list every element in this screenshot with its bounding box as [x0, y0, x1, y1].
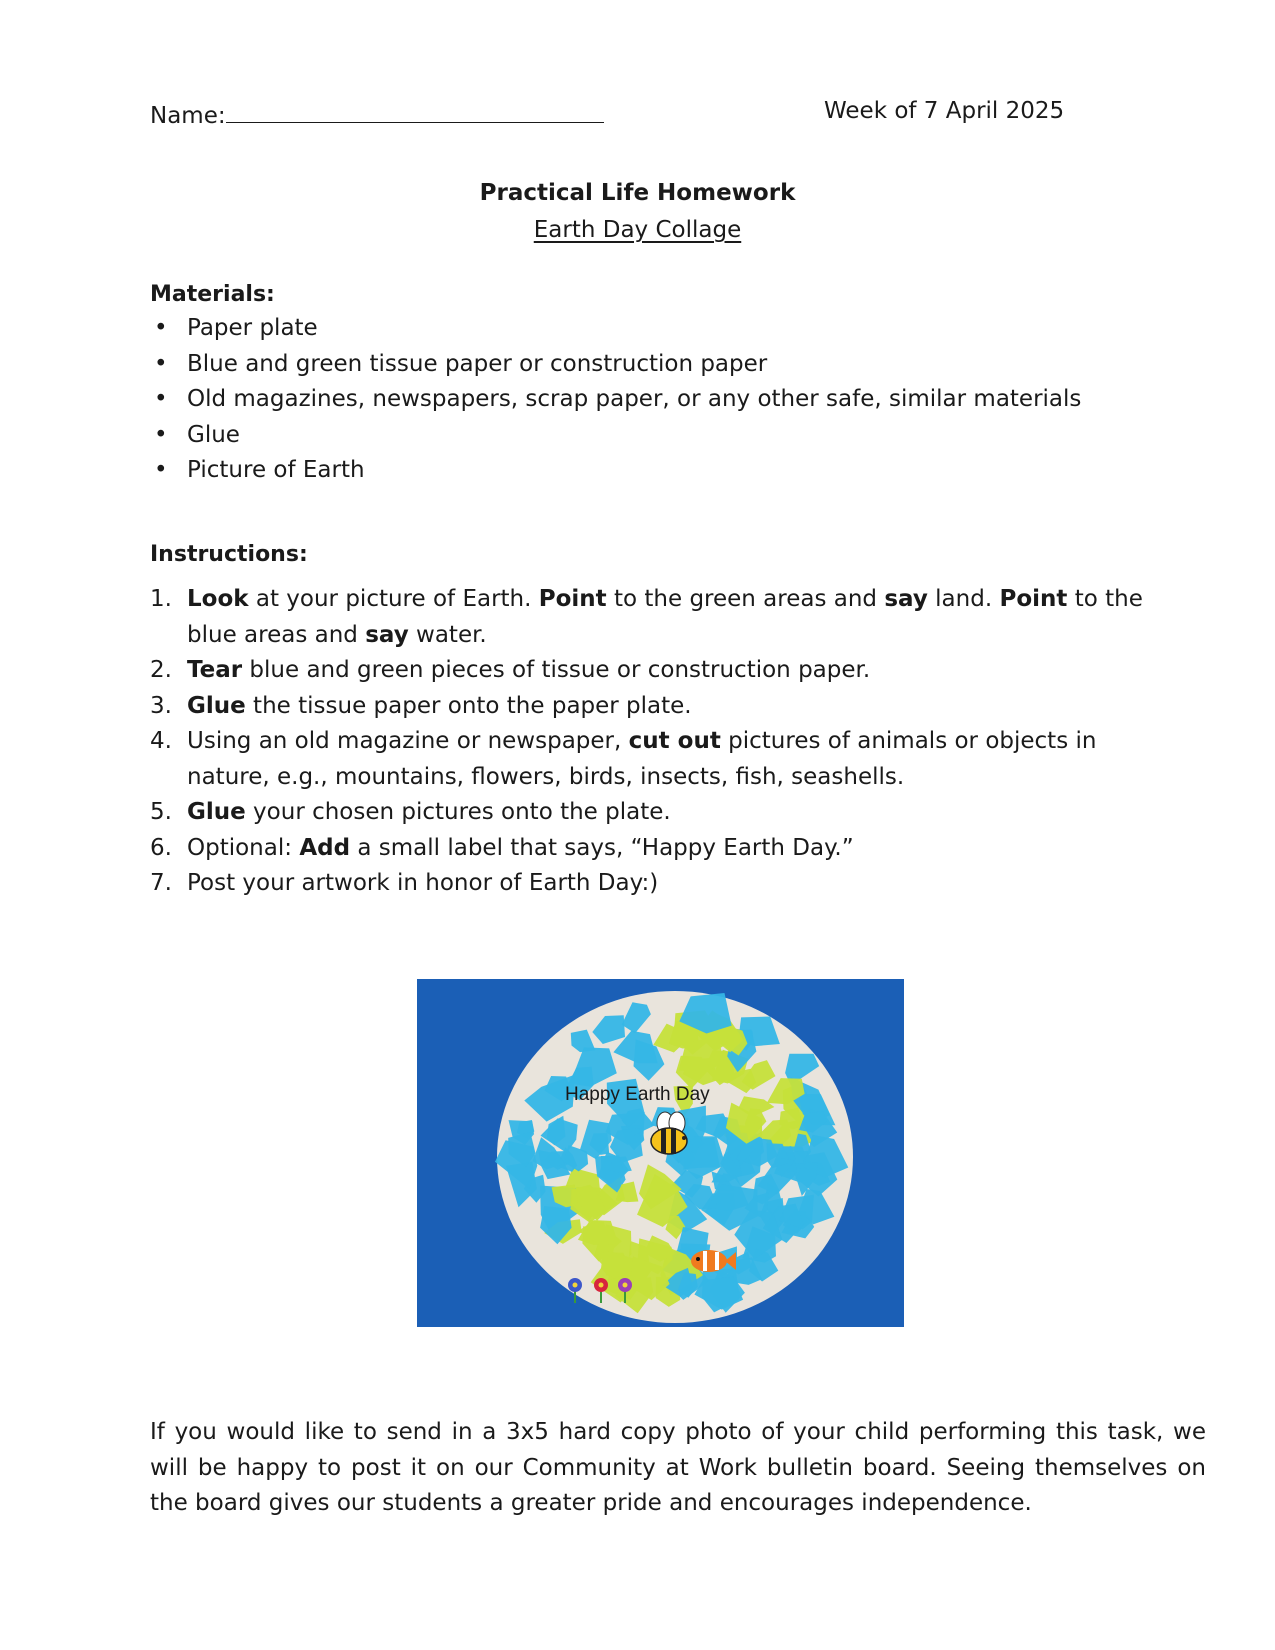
step-text: to the blue areas and	[187, 586, 1143, 648]
step-number: 7.	[150, 870, 172, 896]
materials-item	[150, 315, 1081, 351]
name-label: Name:	[150, 103, 226, 129]
header-row	[150, 98, 1110, 134]
materials-item-text: Picture of Earth	[187, 457, 365, 483]
instruction-step	[150, 831, 1160, 867]
step-emphasis: Tear	[187, 657, 243, 683]
step-emphasis: Point	[538, 586, 607, 612]
step-emphasis: cut out	[628, 728, 721, 754]
step-text: Using an old magazine or newspaper,	[187, 728, 629, 754]
bullet-icon: •	[154, 421, 168, 448]
happy-earth-day-label: Happy Earth Day	[565, 1084, 710, 1105]
step-number: 3.	[150, 692, 172, 719]
bullet-icon: •	[154, 315, 168, 341]
instruction-step	[150, 653, 1160, 689]
materials-item	[150, 351, 1081, 387]
step-text: land.	[927, 586, 1000, 612]
materials-heading: Materials:	[150, 282, 275, 307]
step-emphasis: say	[884, 586, 928, 612]
instruction-step	[150, 866, 1160, 902]
step-number: 2.	[150, 657, 172, 683]
subtitle-text: Earth Day Collage	[533, 217, 742, 243]
step-text: Optional:	[187, 834, 300, 861]
step-text: your chosen pictures onto the plate.	[245, 799, 671, 825]
materials-item-text: Blue and green tissue paper or construction paper	[187, 350, 768, 377]
step-number: 6.	[150, 834, 172, 861]
materials-item-text: Old magazines, newspapers, scrap paper, or any other safe, similar materials	[187, 386, 1082, 412]
materials-list	[150, 315, 1081, 493]
materials-item-text: Paper plate	[187, 315, 318, 341]
instruction-step	[150, 724, 1160, 795]
instruction-step	[150, 689, 1160, 725]
instruction-step	[150, 582, 1160, 653]
page-title: Practical Life Homework	[479, 180, 796, 206]
step-number: 5.	[150, 799, 172, 825]
step-text: the tissue paper onto the paper plate.	[245, 692, 692, 719]
step-text: pictures of animals or objects in nature, e.g., mountains, flowers, birds, insects, fish, seashells.	[187, 728, 1097, 790]
step-number: 4.	[150, 728, 172, 754]
step-text: to the green areas and	[606, 586, 885, 612]
step-text: Post your artwork in honor of Earth Day:)	[187, 870, 659, 896]
materials-item	[150, 457, 1081, 493]
name-blank-line[interactable]	[226, 98, 604, 123]
page-subtitle	[0, 217, 1275, 243]
step-emphasis: Glue	[187, 692, 246, 719]
materials-item	[150, 422, 1081, 458]
step-emphasis: say	[365, 621, 409, 648]
materials-item-text: Glue	[187, 421, 240, 448]
step-text: at your picture of Earth.	[248, 586, 539, 612]
earth-collage-photo	[417, 979, 904, 1327]
instruction-step	[150, 795, 1160, 831]
step-emphasis: Add	[299, 834, 351, 861]
step-text: water.	[408, 621, 487, 648]
name-field[interactable]	[150, 98, 604, 129]
step-emphasis: Point	[999, 586, 1068, 612]
bullet-icon: •	[154, 386, 168, 412]
step-number: 1.	[150, 586, 172, 612]
instructions-list	[150, 582, 1160, 902]
step-text: blue and green pieces of tissue or construction paper.	[242, 657, 871, 683]
materials-item	[150, 386, 1081, 422]
collage-illustration	[417, 979, 904, 1327]
week-date: Week of 7 April 2025	[824, 98, 1065, 124]
bullet-icon: •	[154, 350, 168, 377]
step-emphasis: Look	[187, 586, 249, 612]
instructions-heading: Instructions:	[150, 542, 308, 567]
step-text: a small label that says, “Happy Earth Day.”	[350, 834, 854, 861]
closing-paragraph: If you would like to send in a 3x5 hard copy photo of your child performing this task, we will be happy to post it on our Community at Work bulletin board. Seeing themselves on the board gives our students a greater pride and encourages independence.	[150, 1419, 1206, 1516]
bullet-icon: •	[154, 457, 168, 483]
step-emphasis: Glue	[187, 799, 246, 825]
